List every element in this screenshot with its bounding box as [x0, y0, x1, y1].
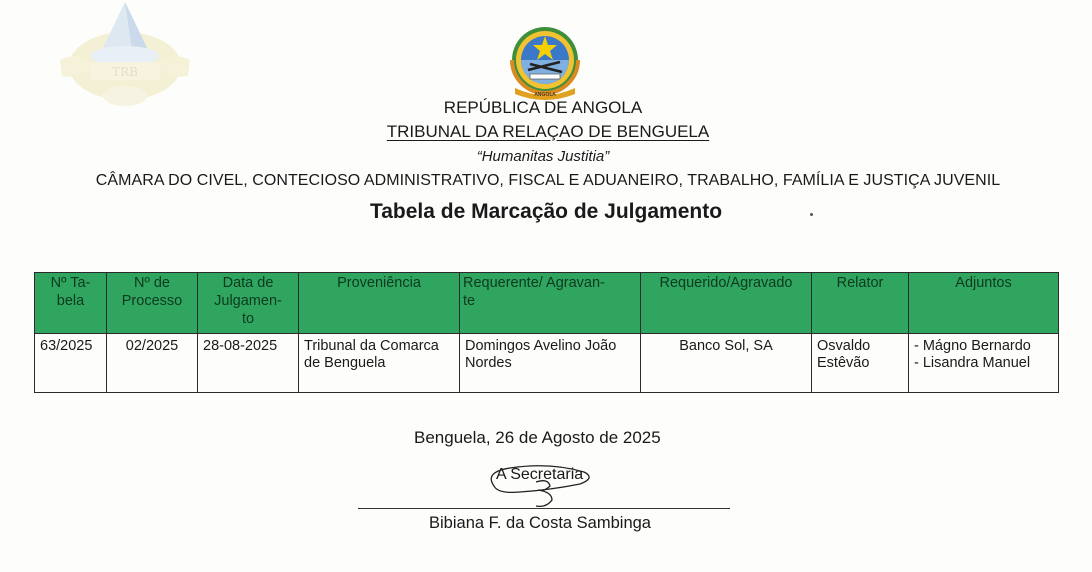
place-date: Benguela, 26 de Agosto de 2025: [414, 428, 661, 447]
table-header-row: [35, 273, 1059, 334]
tribunal-heading: TRIBUNAL DA RELAÇAO DE BENGUELA: [386, 122, 710, 141]
angola-coat-of-arms-icon: [490, 22, 600, 102]
emblem-ribbon-text: ANGOLA: [534, 92, 556, 98]
col-header-label: Data de Julgamen- to: [214, 275, 282, 327]
col-header-data: [198, 273, 299, 334]
signature-line: [358, 508, 730, 509]
col-header-label: Adjuntos: [955, 275, 1012, 291]
cell-relator: Osvaldo Estêvão: [812, 334, 909, 393]
adjunto-item: - Lisandra Manuel: [914, 355, 1031, 371]
republic-heading: REPÚBLICA DE ANGOLA: [443, 98, 643, 117]
cell-proveniencia: Tribunal da Comarca de Benguela: [299, 334, 460, 393]
document-title: Tabela de Marcação de Julgamento: [369, 200, 723, 223]
col-header-label: Proveniência: [337, 275, 421, 291]
col-header-label: Nº de Processo: [121, 275, 183, 309]
cell-requerido: Banco Sol, SA: [641, 334, 812, 393]
handwritten-signature: [480, 456, 610, 516]
cell-tabela: 63/2025: [35, 334, 107, 393]
col-header-relator: [812, 273, 909, 334]
col-header-label: Relator: [836, 275, 884, 291]
stray-mark: [810, 213, 813, 216]
col-header-processo: [107, 273, 198, 334]
watermark-text: TRB: [112, 65, 138, 79]
schedule-table: [34, 272, 1059, 393]
col-header-proveniencia: [299, 273, 460, 334]
cell-processo: 02/2025: [107, 334, 198, 393]
cell-requerente: Domingos Avelino João Nordes: [460, 334, 641, 393]
cell-adjuntos: [909, 334, 1059, 393]
col-header-tabela: [35, 273, 107, 334]
col-header-label: Nº Ta- bela: [50, 275, 91, 309]
chamber-heading: CÂMARA DO CIVEL, CONTECIOSO ADMINISTRATIVO, FISCAL E ADUANEIRO, TRABALHO, FAMÍLIA E JUSTIÇA JUVENIL: [95, 172, 1001, 189]
col-header-requerido: [641, 273, 812, 334]
cell-data: 28-08-2025: [198, 334, 299, 393]
tribunal-watermark-logo: [50, 0, 200, 112]
table-row: [35, 334, 1059, 393]
col-header-label: Requerido/Agravado: [659, 275, 793, 291]
col-header-requerente: [460, 273, 641, 334]
motto: “Humanitas Justitia”: [476, 148, 610, 165]
signature-role: A Secretaria: [496, 466, 584, 483]
signer-name: Bibiana F. da Costa Sambinga: [429, 514, 651, 532]
col-header-adjuntos: [909, 273, 1059, 334]
adjunto-item: - Mágno Bernardo: [914, 338, 1031, 354]
col-header-label: Requerente/ Agravan- te: [463, 275, 605, 309]
